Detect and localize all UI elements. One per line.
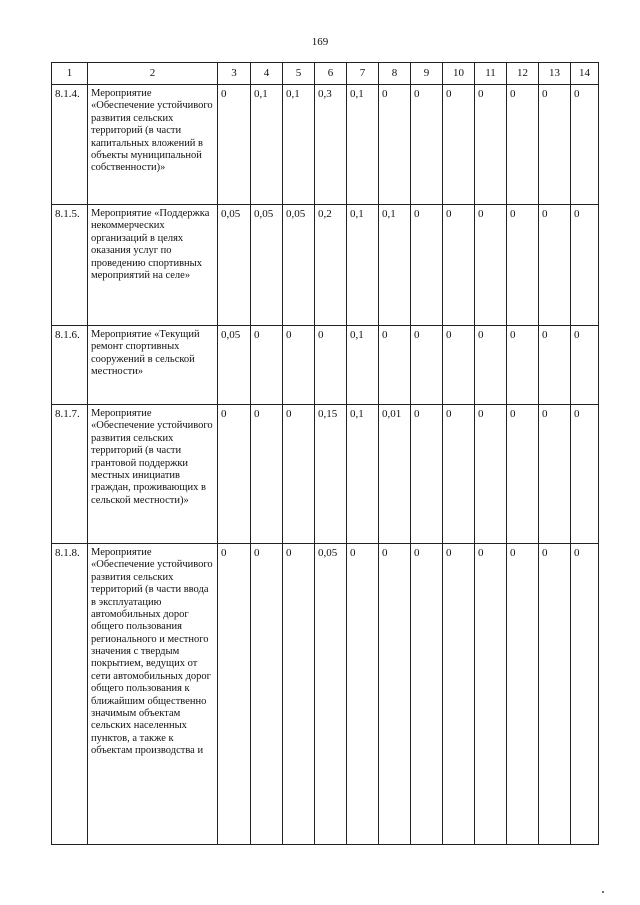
table-header (52, 63, 599, 85)
row-value: 0 (218, 405, 251, 544)
table-row (52, 326, 599, 405)
row-value: 0,1 (347, 205, 379, 326)
row-description: Мероприятие «Поддержка некоммерческих организаций в целях оказания услуг по проведению спортивных мероприятий на селе» (88, 205, 218, 326)
row-value: 0,1 (379, 205, 411, 326)
column-header: 14 (571, 63, 599, 85)
row-value: 0 (283, 405, 315, 544)
data-table (51, 62, 599, 845)
row-value: 0,1 (347, 405, 379, 544)
column-header: 2 (88, 63, 218, 85)
table-row (52, 405, 599, 544)
row-value: 0,1 (347, 326, 379, 405)
row-value: 0 (539, 326, 571, 405)
row-code: 8.1.7. (52, 405, 88, 544)
column-header: 6 (315, 63, 347, 85)
row-value: 0 (475, 85, 507, 205)
row-value: 0,15 (315, 405, 347, 544)
row-value: 0 (539, 405, 571, 544)
row-value: 0 (539, 544, 571, 845)
row-value: 0 (443, 326, 475, 405)
row-value: 0 (443, 544, 475, 845)
row-value: 0 (507, 326, 539, 405)
row-value: 0 (251, 544, 283, 845)
row-value: 0,05 (218, 326, 251, 405)
row-value: 0 (475, 405, 507, 544)
row-value: 0 (507, 205, 539, 326)
column-header: 5 (283, 63, 315, 85)
row-value: 0 (251, 326, 283, 405)
row-code: 8.1.4. (52, 85, 88, 205)
column-header: 7 (347, 63, 379, 85)
row-value: 0 (571, 544, 599, 845)
table-row (52, 85, 599, 205)
row-value: 0 (507, 405, 539, 544)
row-value: 0,1 (283, 85, 315, 205)
row-value: 0 (218, 85, 251, 205)
column-header: 12 (507, 63, 539, 85)
row-value: 0,1 (251, 85, 283, 205)
row-value: 0 (571, 326, 599, 405)
row-description: Мероприятие «Обеспечение устойчивого развития сельских территорий (в части грантовой поддержки местных инициатив граждан, проживающих в сельской местности)» (88, 405, 218, 544)
column-header: 10 (443, 63, 475, 85)
row-value: 0 (379, 326, 411, 405)
column-header: 8 (379, 63, 411, 85)
column-header: 4 (251, 63, 283, 85)
row-value: 0,2 (315, 205, 347, 326)
row-description: Мероприятие «Текущий ремонт спортивных сооружений в сельской местности» (88, 326, 218, 405)
row-value: 0,1 (347, 85, 379, 205)
row-value: 0 (571, 205, 599, 326)
row-description: Мероприятие «Обеспечение устойчивого развития сельских территорий (в части ввода в эксплуатацию автомобильных дорог общего пользования регионального и местного значения с твердым покрытием, ведущих от сети автомобильных дорог общего пользования к ближайшим общественно значимым объектам сельских населенных пунктов, а также к объектам производства и (88, 544, 218, 845)
table-row (52, 544, 599, 845)
row-value: 0,05 (283, 205, 315, 326)
row-value: 0 (443, 405, 475, 544)
row-value: 0 (443, 205, 475, 326)
row-value: 0 (283, 544, 315, 845)
row-value: 0,05 (218, 205, 251, 326)
row-value: 0 (475, 326, 507, 405)
row-description: Мероприятие «Обеспечение устойчивого развития сельских территорий (в части капитальных вложений в объекты муниципальной собственности)» (88, 85, 218, 205)
row-code: 8.1.8. (52, 544, 88, 845)
row-value: 0 (571, 405, 599, 544)
row-value: 0 (539, 205, 571, 326)
row-value: 0 (251, 405, 283, 544)
row-value: 0,05 (315, 544, 347, 845)
row-value: 0,01 (379, 405, 411, 544)
column-header: 11 (475, 63, 507, 85)
header-row (52, 63, 599, 85)
row-value: 0 (571, 85, 599, 205)
row-value: 0 (475, 205, 507, 326)
row-value: 0 (411, 405, 443, 544)
table-row (52, 205, 599, 326)
row-code: 8.1.5. (52, 205, 88, 326)
column-header: 13 (539, 63, 571, 85)
row-value: 0,3 (315, 85, 347, 205)
row-value: 0 (283, 326, 315, 405)
column-header: 1 (52, 63, 88, 85)
row-value: 0 (315, 326, 347, 405)
row-code: 8.1.6. (52, 326, 88, 405)
scan-speck (602, 891, 604, 893)
row-value: 0,05 (251, 205, 283, 326)
row-value: 0 (411, 326, 443, 405)
row-value: 0 (379, 544, 411, 845)
column-header: 9 (411, 63, 443, 85)
row-value: 0 (507, 544, 539, 845)
row-value: 0 (475, 544, 507, 845)
page-number: 169 (311, 36, 329, 48)
column-header: 3 (218, 63, 251, 85)
row-value: 0 (443, 85, 475, 205)
row-value: 0 (507, 85, 539, 205)
row-value: 0 (347, 544, 379, 845)
row-value: 0 (411, 544, 443, 845)
row-value: 0 (411, 205, 443, 326)
row-value: 0 (218, 544, 251, 845)
row-value: 0 (539, 85, 571, 205)
row-value: 0 (411, 85, 443, 205)
row-value: 0 (379, 85, 411, 205)
